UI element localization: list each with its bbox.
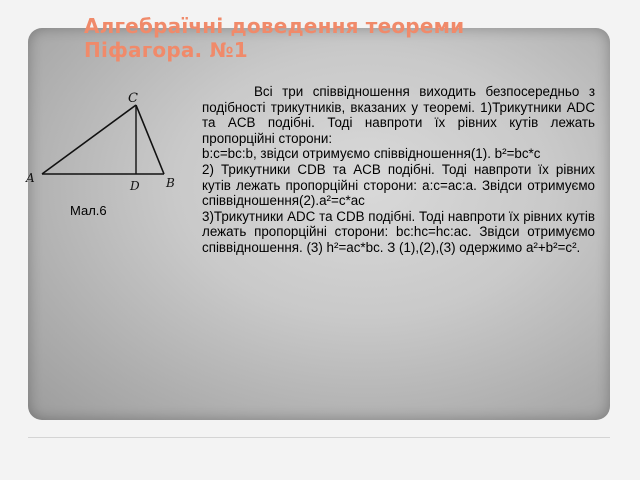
figure-caption: Мал.6 — [70, 203, 107, 218]
side-ac — [42, 105, 136, 174]
vertex-label-b: B — [166, 176, 175, 190]
proof-paragraph-2: b:c=bc:b, звідси отримуємо співвідношення(1). b²=bc*c — [202, 146, 541, 162]
bottom-divider — [28, 437, 610, 438]
vertex-label-a: A — [26, 171, 35, 185]
slide-title: Алгебраїчні доведення теореми Піфагора. №1 — [84, 14, 465, 62]
side-cb — [136, 105, 164, 174]
proof-paragraph-4: 3)Трикутники ADC та CDB подібні. Тоді навпроти їх рівних кутів лежать пропорційні сторони: bc:hc=hc:ac. Звідси отримуємо співвідношення. (3) h²=ac*bc. З (1),(2),(3) одержимо a²+b²=c². — [202, 208, 595, 255]
proof-paragraph-3: 2) Трикутники CDB та ACB подібні. Тоді навпроти їх рівних кутів лежать пропорційні сторони: a:c=ac:a. Звідси отримуємо співвідношення(2).a²=c*ac — [202, 161, 595, 209]
proof-paragraph-1: Всі три співвідношення виходить безпосередньо з подібності трикутників, вказаних у теоремі. 1)Трикутники ADC та ACB подібні. Тоді навпроти їх рівних кутів лежать пропорційні сторони: — [202, 84, 595, 146]
right-triangle-diagram — [12, 92, 182, 198]
proof-text — [202, 84, 595, 256]
vertex-label-d: D — [130, 179, 140, 193]
triangle-figure — [12, 92, 182, 198]
vertex-label-c: C — [128, 92, 138, 106]
